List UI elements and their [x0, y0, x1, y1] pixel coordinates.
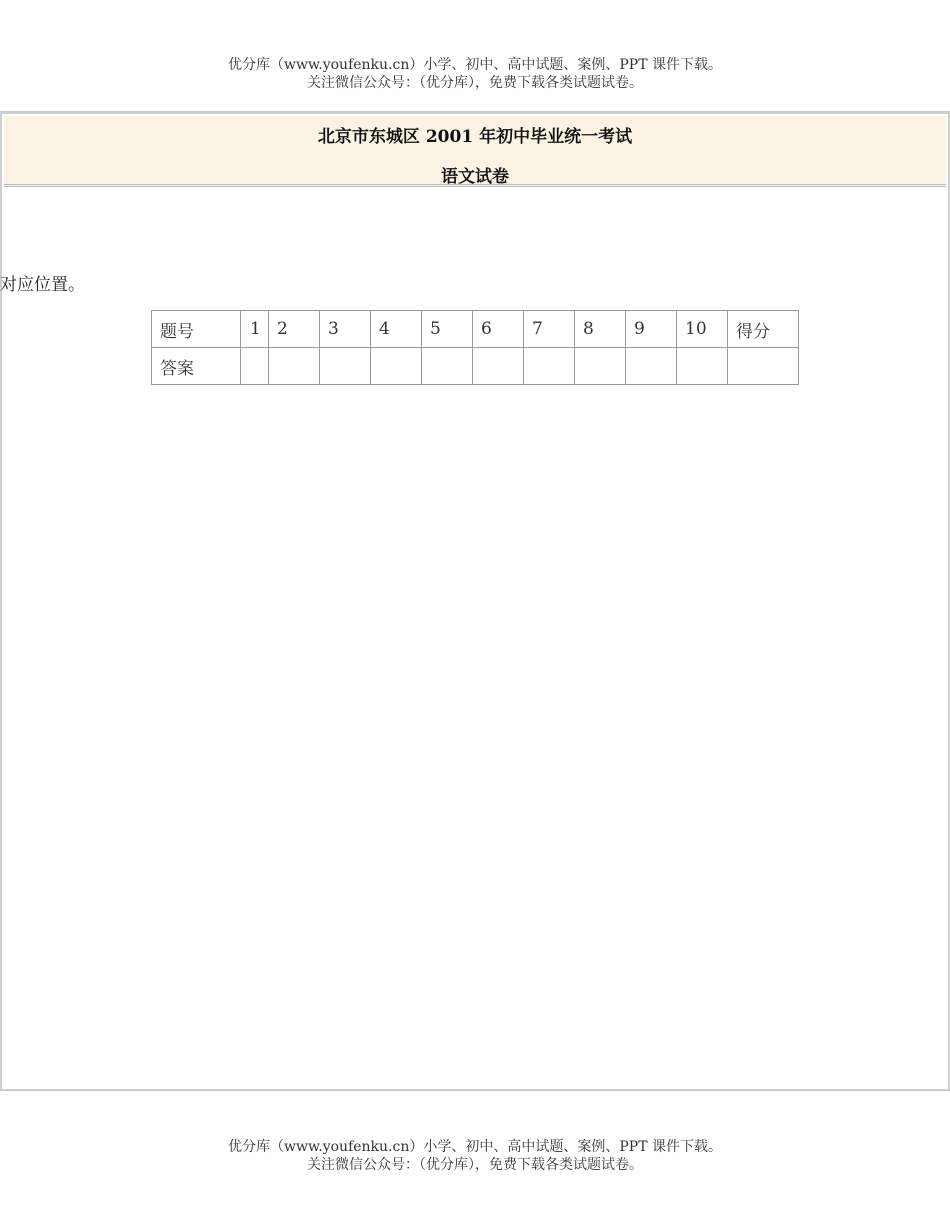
- answer-cell[interactable]: [575, 348, 626, 385]
- question-number-cell: 6: [473, 311, 524, 348]
- answer-cell[interactable]: [320, 348, 371, 385]
- page-header: [0, 56, 950, 92]
- answer-cell[interactable]: [473, 348, 524, 385]
- bottom-divider: [0, 1090, 950, 1091]
- instruction-text: 对应位置。: [0, 275, 85, 295]
- score-header: 得分: [728, 311, 799, 348]
- question-number-cell: 7: [524, 311, 575, 348]
- answer-cell[interactable]: [241, 348, 269, 385]
- question-number-cell: 9: [626, 311, 677, 348]
- answer-row-header: 答案: [152, 348, 241, 385]
- answer-cell[interactable]: [269, 348, 320, 385]
- table-row-question-numbers: [152, 311, 799, 348]
- question-number-header: 题号: [152, 311, 241, 348]
- score-cell[interactable]: [728, 348, 799, 385]
- question-number-cell: 3: [320, 311, 371, 348]
- answer-cell[interactable]: [371, 348, 422, 385]
- title-band: [4, 116, 946, 187]
- answer-cell[interactable]: [677, 348, 728, 385]
- question-number-cell: 2: [269, 311, 320, 348]
- footer-line-1: 优分库（www.youfenku.cn）小学、初中、高中试题、案例、PPT 课件下载。: [227, 1139, 722, 1155]
- answer-table: [151, 310, 799, 385]
- header-line-1: 优分库（www.youfenku.cn）小学、初中、高中试题、案例、PPT 课件下载。: [227, 57, 722, 73]
- question-number-cell: 5: [422, 311, 473, 348]
- exam-title: 北京市东城区 2001 年初中毕业统一考试: [317, 127, 633, 147]
- question-number-cell: 8: [575, 311, 626, 348]
- answer-cell[interactable]: [626, 348, 677, 385]
- page-footer: [0, 1138, 950, 1174]
- header-line-2: 关注微信公众号：（优分库），免费下载各类试题试卷。: [307, 75, 643, 91]
- answer-cell[interactable]: [422, 348, 473, 385]
- exam-subtitle: 语文试卷: [441, 167, 509, 187]
- footer-line-2: 关注微信公众号：（优分库），免费下载各类试题试卷。: [307, 1157, 643, 1173]
- table-row-answers: [152, 348, 799, 385]
- exam-panel: [0, 112, 950, 1091]
- answer-cell[interactable]: [524, 348, 575, 385]
- question-number-cell: 1: [241, 311, 269, 348]
- question-number-cell: 4: [371, 311, 422, 348]
- question-number-cell: 10: [677, 311, 728, 348]
